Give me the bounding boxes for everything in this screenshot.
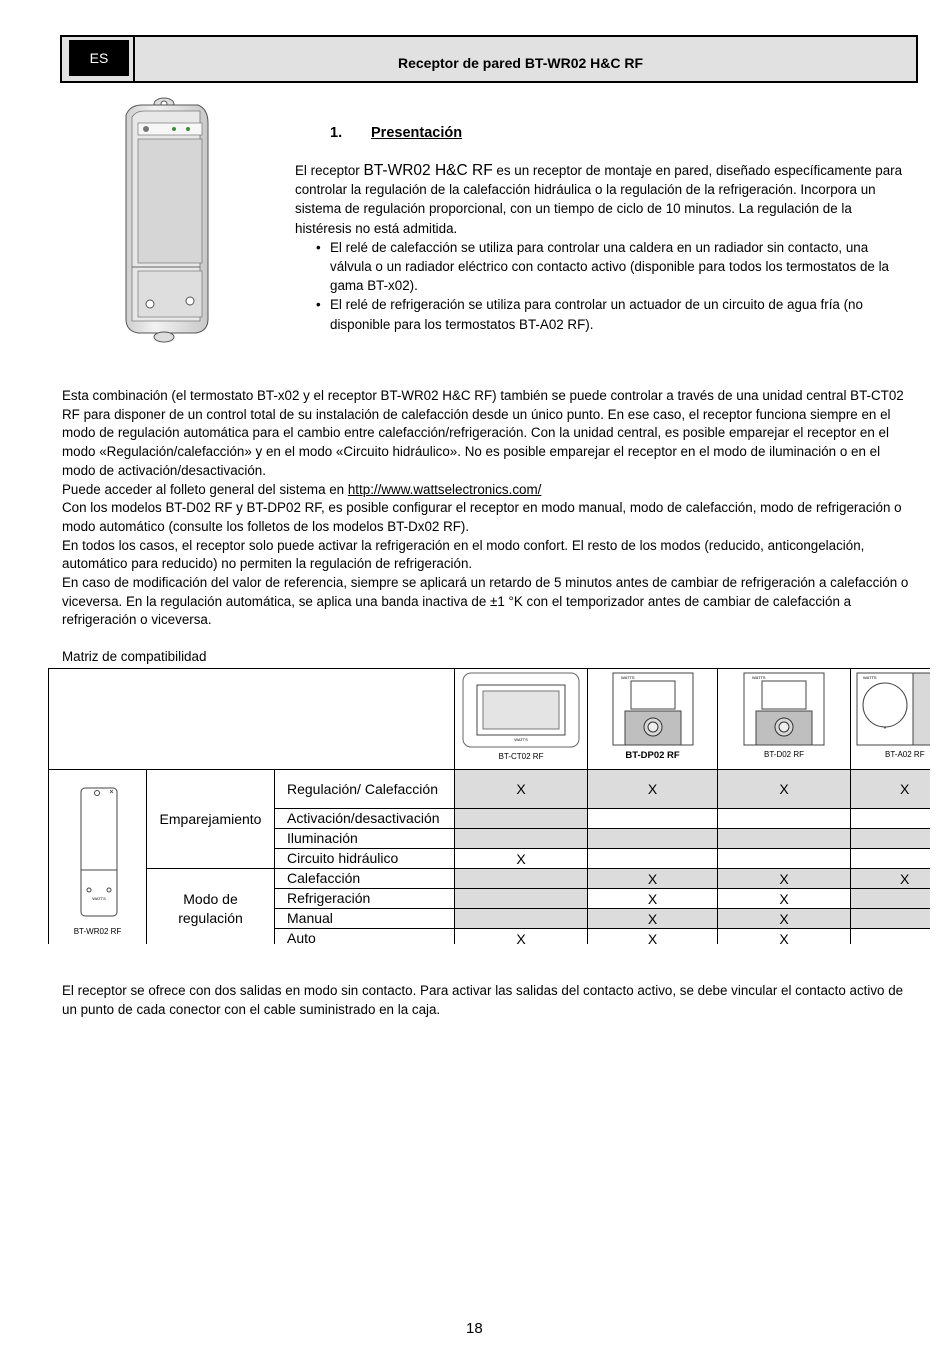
feature-cell: Regulación/ Calefacción (275, 770, 455, 809)
header-divider (133, 37, 135, 81)
value-cell: X (718, 869, 851, 889)
intro-block (295, 161, 905, 334)
value-cell (455, 829, 588, 849)
table-header-row (49, 669, 931, 770)
group-pairing: Emparejamiento (147, 770, 275, 869)
bullet-item (280, 295, 905, 333)
value-cell: X (588, 889, 718, 909)
brand-mark: WATTS (863, 675, 877, 680)
receiver-cell (49, 770, 147, 945)
value-cell (851, 829, 930, 849)
brand-mark: WATTS (514, 737, 528, 742)
group-regulation-mode (147, 869, 275, 945)
table-row (49, 869, 931, 889)
header-empty-cell (49, 669, 455, 770)
value-cell (588, 849, 718, 869)
product-cell-ct02 (455, 669, 588, 770)
value-cell (851, 909, 930, 929)
bullet-item (280, 238, 905, 296)
value-cell: X (455, 929, 588, 945)
value-cell: X (718, 770, 851, 809)
value-cell (455, 889, 588, 909)
body-paragraph: Esta combinación (el termostato BT-x02 y el receptor BT-WR02 H&C RF) también se puede controlar a través de una unidad central BT-CT02 RF para disponer de un control total de su instalación de calefacción desde un único punto. En ese caso, el receptor funciona siempre en el modo de regulación automática para el cambio entre calefacción/refrigeración. Con la unidad central, es posible emparejar el receptor en el modo «Regulación/calefacción» y en el modo «Circuito hidráulico». No es posible emparejar el receptor en el modo de iluminación o en el modo de activación/desactivación. (62, 388, 904, 478)
body-paragraph: En caso de modificación del valor de referencia, siempre se aplicará un retardo de 5 minutos antes de cambiar de refrigeración a calefacción o viceversa. En la regulación automática, se aplica una banda inactiva de ±1 °K con el temporizador antes de cambiar de calefacción a refrigeración o viceversa. (62, 575, 909, 628)
website-link[interactable]: http://www.wattselectronics.com/ (347, 481, 542, 497)
value-cell (588, 809, 718, 829)
brand-mark: WATTS (620, 675, 635, 680)
language-tag: ES (69, 40, 129, 76)
section-title: Presentación (371, 125, 463, 141)
feature-cell: Circuito hidráulico (275, 849, 455, 869)
product-cell-a02 (851, 669, 930, 770)
value-cell (851, 929, 930, 945)
feature-cell: Auto (275, 929, 455, 945)
brand-mark: WATTS (91, 896, 106, 901)
intro-paragraph (295, 161, 905, 238)
value-cell (718, 809, 851, 829)
value-cell (588, 829, 718, 849)
feature-cell: Calefacción (275, 869, 455, 889)
value-cell (851, 809, 930, 829)
value-cell (455, 909, 588, 929)
thermostat-dp02-icon (603, 671, 703, 747)
feature-cell: Iluminación (275, 829, 455, 849)
bullet-text: El relé de calefacción se utiliza para controlar una caldera en un radiador sin contacto, una válvula o un radiador eléctrico con contacto activo (disponible para todos los termostatos de la gama BT-x02). (330, 239, 890, 294)
section-heading (330, 125, 462, 141)
link-prefix: Puede acceder al folleto general del sistema en (62, 481, 348, 497)
value-cell: X (851, 770, 930, 809)
value-cell (718, 849, 851, 869)
value-cell: X (588, 929, 718, 945)
feature-cell: Manual (275, 909, 455, 929)
bullet-text: El relé de refrigeración se utiliza para controlar un actuador de un circuito de agua fría (no disponible para los termostatos BT-A02 RF). (330, 297, 863, 332)
receiver-label: BT-WR02 RF (73, 927, 122, 936)
value-cell: X (851, 869, 930, 889)
value-cell: X (588, 770, 718, 809)
svg-text:*: * (883, 727, 887, 733)
matrix-caption: Matriz de compatibilidad (62, 649, 207, 664)
page-number: 18 (466, 1320, 483, 1337)
group-label: Modo de regulación (178, 890, 243, 926)
body-paragraph (62, 481, 912, 500)
product-label: BT-D02 RF (764, 750, 805, 759)
product-label: BT-DP02 RF (625, 750, 680, 761)
value-cell (455, 809, 588, 829)
intro-bullet-list (280, 238, 905, 334)
value-cell (718, 829, 851, 849)
compatibility-matrix (48, 668, 930, 944)
page-header (60, 35, 918, 83)
value-cell: X (588, 909, 718, 929)
thermostat-a02-icon (855, 671, 930, 747)
receiver-device-illustration (112, 95, 212, 345)
section-number: 1. (330, 125, 343, 141)
value-cell: X (718, 889, 851, 909)
value-cell: X (718, 929, 851, 945)
product-cell-d02 (718, 669, 851, 770)
value-cell (851, 889, 930, 909)
central-unit-icon (461, 671, 581, 749)
body-text (62, 387, 912, 630)
feature-cell: Activación/desactivación (275, 809, 455, 829)
receiver-icon (73, 784, 123, 924)
product-label: BT-CT02 RF (498, 752, 544, 761)
intro-model: BT-WR02 H&C RF (363, 162, 493, 179)
value-cell: X (588, 869, 718, 889)
footer-paragraph: El receptor se ofrece con dos salidas en modo sin contacto. Para activar las salidas del contacto activo, se debe vincular el contacto activo de un punto de cada conector con el cable suministrado en la caja. (62, 983, 904, 1017)
thermostat-d02-icon (734, 671, 834, 747)
product-cell-dp02 (588, 669, 718, 770)
body-paragraph: Con los modelos BT-D02 RF y BT-DP02 RF, es posible configurar el receptor en modo manual, modo de calefacción, modo de refrigeración o modo automático (consulte los folletos de los modelos BT-Dx02 RF). (62, 500, 902, 534)
compatibility-table (48, 668, 930, 944)
body-paragraph: En todos los casos, el receptor solo puede activar la refrigeración en el modo confort. El resto de los modos (reducido, anticongelación, automático para reducido) no permiten la regulación de refrigeración. (62, 537, 865, 572)
intro-rest: es un receptor de montaje en pared, diseñado específicamente para controlar la regulación de la calefacción hidráulica o la regulación de la refrigeración. Incorpora un sistema de regulación proporcional, con un tiempo de ciclo de 10 minutos. La regulación de la histéresis no está admitida. (295, 163, 903, 236)
value-cell: X (718, 909, 851, 929)
value-cell (851, 849, 930, 869)
brand-mark: WATTS (752, 675, 766, 680)
value-cell: X (455, 849, 588, 869)
feature-cell: Refrigeración (275, 889, 455, 909)
value-cell (455, 869, 588, 889)
document-title: Receptor de pared BT-WR02 H&C RF (398, 55, 644, 71)
intro-prefix: El receptor (295, 163, 364, 178)
product-label: BT-A02 RF (885, 750, 925, 759)
table-row (49, 770, 931, 809)
value-cell: X (455, 770, 588, 809)
